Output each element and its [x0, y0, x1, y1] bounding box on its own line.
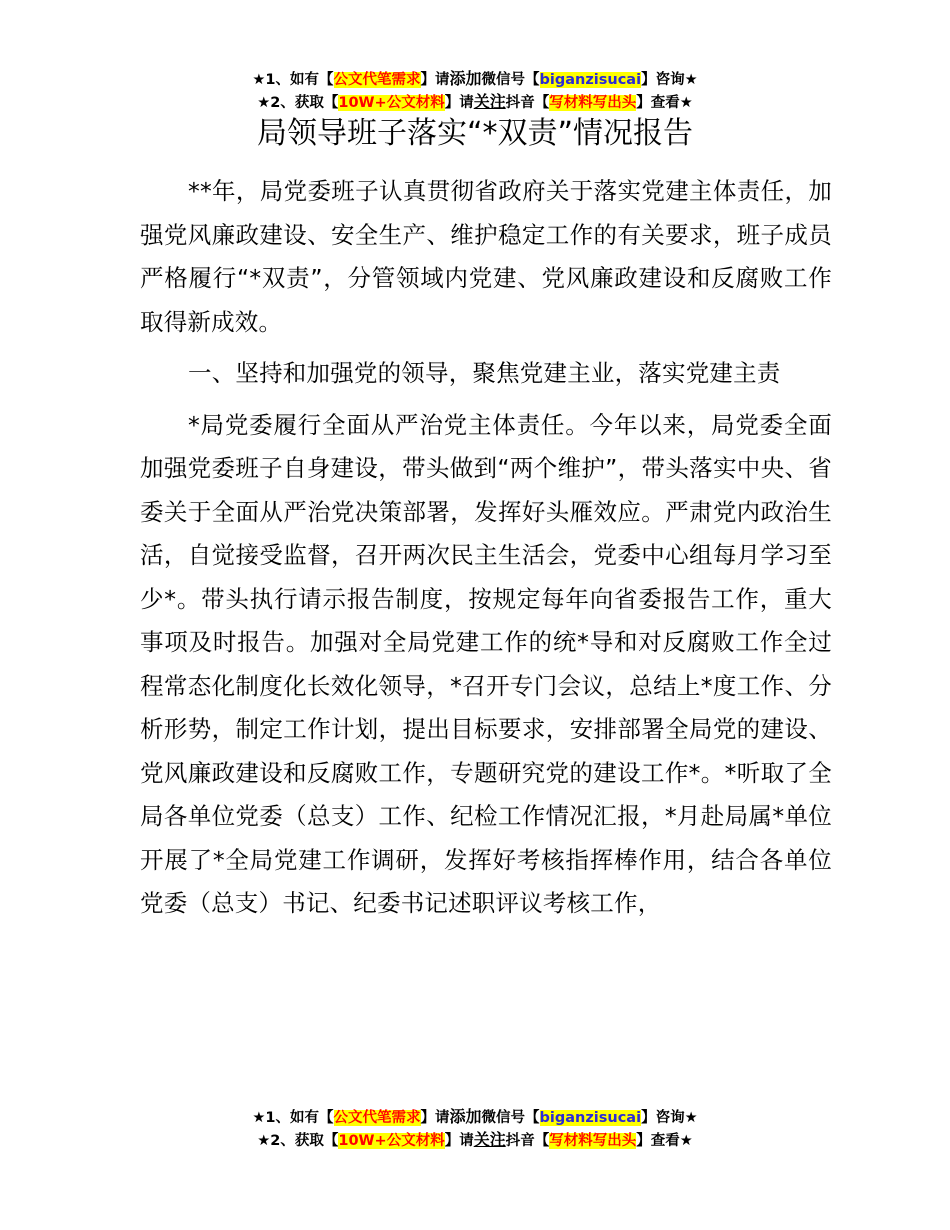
document-body [140, 170, 832, 934]
banner-highlight: 10W+公文材料 [338, 95, 445, 111]
banner-line-2 [0, 1129, 950, 1152]
banner-text: 抖音【 [505, 95, 550, 111]
banner-highlight: 10W+公文材料 [338, 1133, 445, 1149]
banner-text: 】请 [444, 1133, 474, 1149]
banner-text: 添加 [449, 69, 482, 88]
footer-banner [0, 1106, 950, 1152]
banner-text: ★1、如有【 [252, 1110, 334, 1126]
banner-highlight: 公文代笔需求 [333, 72, 421, 88]
banner-text: 】请 [420, 72, 450, 88]
banner-highlight: 写材料写出头 [549, 1133, 637, 1149]
banner-text: 微信号【 [481, 72, 540, 88]
paragraph: **年，局党委班子认真贯彻省政府关于落实党建主体责任，加强党风廉政建设、安全生产、维护稳定工作的有关要求，班子成员严格履行“*双责”，分管领域内党建、党风廉政建设和反腐败工作取得新成效。 [140, 177, 832, 336]
banner-text: 添加 [449, 1107, 482, 1126]
banner-line-2 [0, 91, 950, 114]
banner-highlight: 写材料写出头 [549, 95, 637, 111]
banner-text: 】查看★ [636, 1133, 693, 1149]
banner-text: 】请 [444, 95, 474, 111]
banner-text: 】咨询★ [641, 72, 698, 88]
banner-text: 关注 [473, 1130, 506, 1149]
section-heading: 一、坚持和加强党的领导，聚焦党建主业，落实党建主责 [188, 359, 781, 387]
banner-text: 关注 [473, 92, 506, 111]
banner-text: 】请 [420, 1110, 450, 1126]
wechat-id-highlight: biganzisucai [539, 72, 642, 88]
banner-text: 抖音【 [505, 1133, 550, 1149]
banner-text: 】查看★ [636, 95, 693, 111]
banner-line-1 [0, 1106, 950, 1129]
header-banner [0, 68, 950, 114]
banner-text: ★2、获取【 [257, 1133, 339, 1149]
banner-text: ★1、如有【 [252, 72, 334, 88]
banner-text: ★2、获取【 [257, 95, 339, 111]
paragraph: *局党委履行全面从严治党主体责任。今年以来，局党委全面加强党委班子自身建设，带头做到“两个维护”，带头落实中央、省委关于全面从严治党决策部署，发挥好头雁效应。严肃党内政治生活，自觉接受监督，召开两次民主生活会，党委中心组每月学习至少*。带头执行请示报告制度，按规定每年向省委报告工作，重大事项及时报告。加强对全局党建工作的统*导和对反腐败工作全过程常态化制度化长效化领导，*召开专门会议，总结上*度工作、分析形势，制定工作计划，提出目标要求，安排部署全局党的建设、党风廉政建设和反腐败工作，专题研究党的建设工作*。*听取了全局各单位党委（总支）工作、纪检工作情况汇报，*月赴局属*单位开展了*全局党建工作调研，发挥好考核指挥棒作用，结合各单位党委（总支）书记、纪委书记述职评议考核工作， [140, 410, 832, 917]
banner-text: 】咨询★ [641, 1110, 698, 1126]
banner-text: 微信号【 [481, 1110, 540, 1126]
banner-line-1 [0, 68, 950, 91]
document-title: 局领导班子落实“*双责”情况报告 [256, 116, 694, 151]
banner-highlight: 公文代笔需求 [333, 1110, 421, 1126]
wechat-id-highlight: biganzisucai [539, 1110, 642, 1126]
